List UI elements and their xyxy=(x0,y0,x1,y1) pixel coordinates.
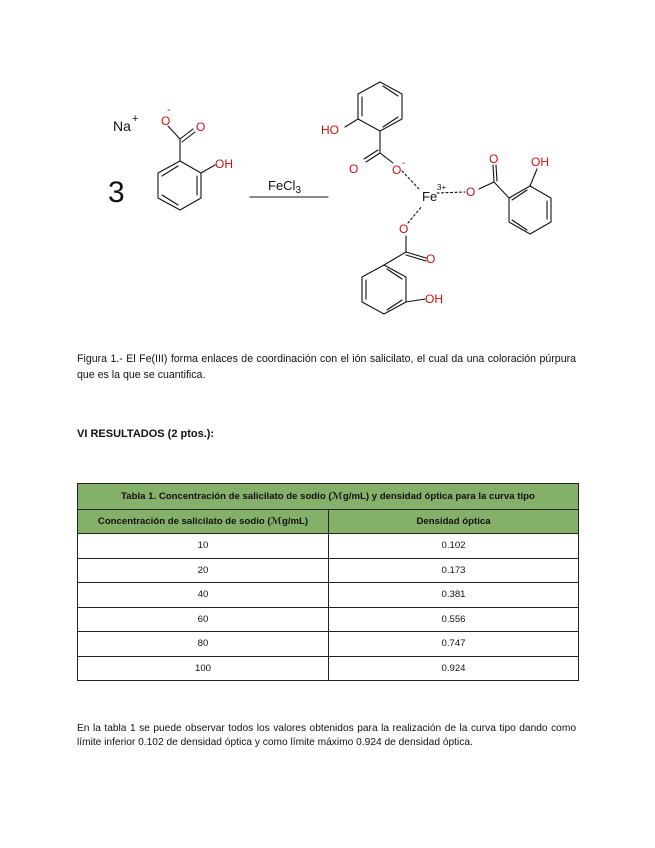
cell-concentration: 20 xyxy=(78,558,329,583)
carboxylate-charge: - xyxy=(167,104,171,116)
right-carbonyl-oxygen: O xyxy=(489,152,499,166)
table-row xyxy=(78,558,579,583)
table-row xyxy=(78,656,579,681)
right-hydroxyl: OH xyxy=(531,155,549,169)
figure-caption: Figura 1.- El Fe(III) forma enlaces de coordinación con el ión salicilato, el cual da una coloración púrpura que es la que se cuantifica. xyxy=(77,353,576,381)
table-row xyxy=(78,583,579,608)
stoichiometric-coefficient: 3 xyxy=(108,176,125,209)
reaction-scheme xyxy=(0,0,655,340)
bottom-hydroxyl: OH xyxy=(425,292,443,306)
sodium-cation: Na xyxy=(113,118,131,134)
cell-concentration: 60 xyxy=(78,607,329,632)
cell-optical-density: 0.102 xyxy=(329,534,579,559)
cell-concentration: 80 xyxy=(78,632,329,657)
carboxylate-oxygen-minus: O xyxy=(161,114,171,128)
iron-center: Fe xyxy=(422,189,438,204)
section-title: VI RESULTADOS (2 ptos.): xyxy=(77,428,215,440)
column-header-optical-density: Densidad óptica xyxy=(329,510,579,534)
cell-concentration: 100 xyxy=(78,656,329,681)
benzene-ring-right xyxy=(509,186,551,234)
cell-optical-density: 0.747 xyxy=(329,632,579,657)
sodium-charge: + xyxy=(132,113,139,125)
cell-optical-density: 0.924 xyxy=(329,656,579,681)
top-carbonyl-oxygen: O xyxy=(349,162,359,176)
table-title: Tabla 1. Concentración de salicilato de sodio (ℳg/mL) y densidad óptica para la curva tipo xyxy=(78,484,579,510)
results-table xyxy=(77,483,579,681)
carbonyl-oxygen: O xyxy=(196,120,206,134)
right-coordinating-oxygen: O xyxy=(466,185,476,199)
benzene-ring-bottom xyxy=(362,265,406,314)
hydroxyl-group: OH xyxy=(215,157,233,171)
iron-charge: 3+ xyxy=(437,183,447,192)
table-row xyxy=(78,632,579,657)
table-row xyxy=(78,607,579,632)
column-header-concentration: Concentración de salicilato de sodio (ℳg/mL) xyxy=(78,510,329,534)
cell-concentration: 10 xyxy=(78,534,329,559)
bottom-carbonyl-oxygen: O xyxy=(426,252,436,266)
table-row xyxy=(78,534,579,559)
cell-optical-density: 0.556 xyxy=(329,607,579,632)
reagent-label: FeCl$_3$ xyxy=(268,178,302,196)
bottom-coordinating-oxygen: O xyxy=(399,222,409,236)
conclusion-paragraph: En la tabla 1 se puede observar todos los valores obtenidos para la realización de la curva tipo dando como límite inferior 0.102 de densidad óptica y como límite máximo 0.924 de densidad óptica. xyxy=(77,723,576,748)
benzene-ring-reactant xyxy=(158,161,201,210)
cell-optical-density: 0.173 xyxy=(329,558,579,583)
top-coordinating-oxygen: O xyxy=(392,163,402,177)
cell-concentration: 40 xyxy=(78,583,329,608)
benzene-ring-top xyxy=(358,82,402,131)
top-oxygen-charge: - xyxy=(402,158,406,169)
cell-optical-density: 0.381 xyxy=(329,583,579,608)
top-hydroxyl: HO xyxy=(321,123,339,137)
